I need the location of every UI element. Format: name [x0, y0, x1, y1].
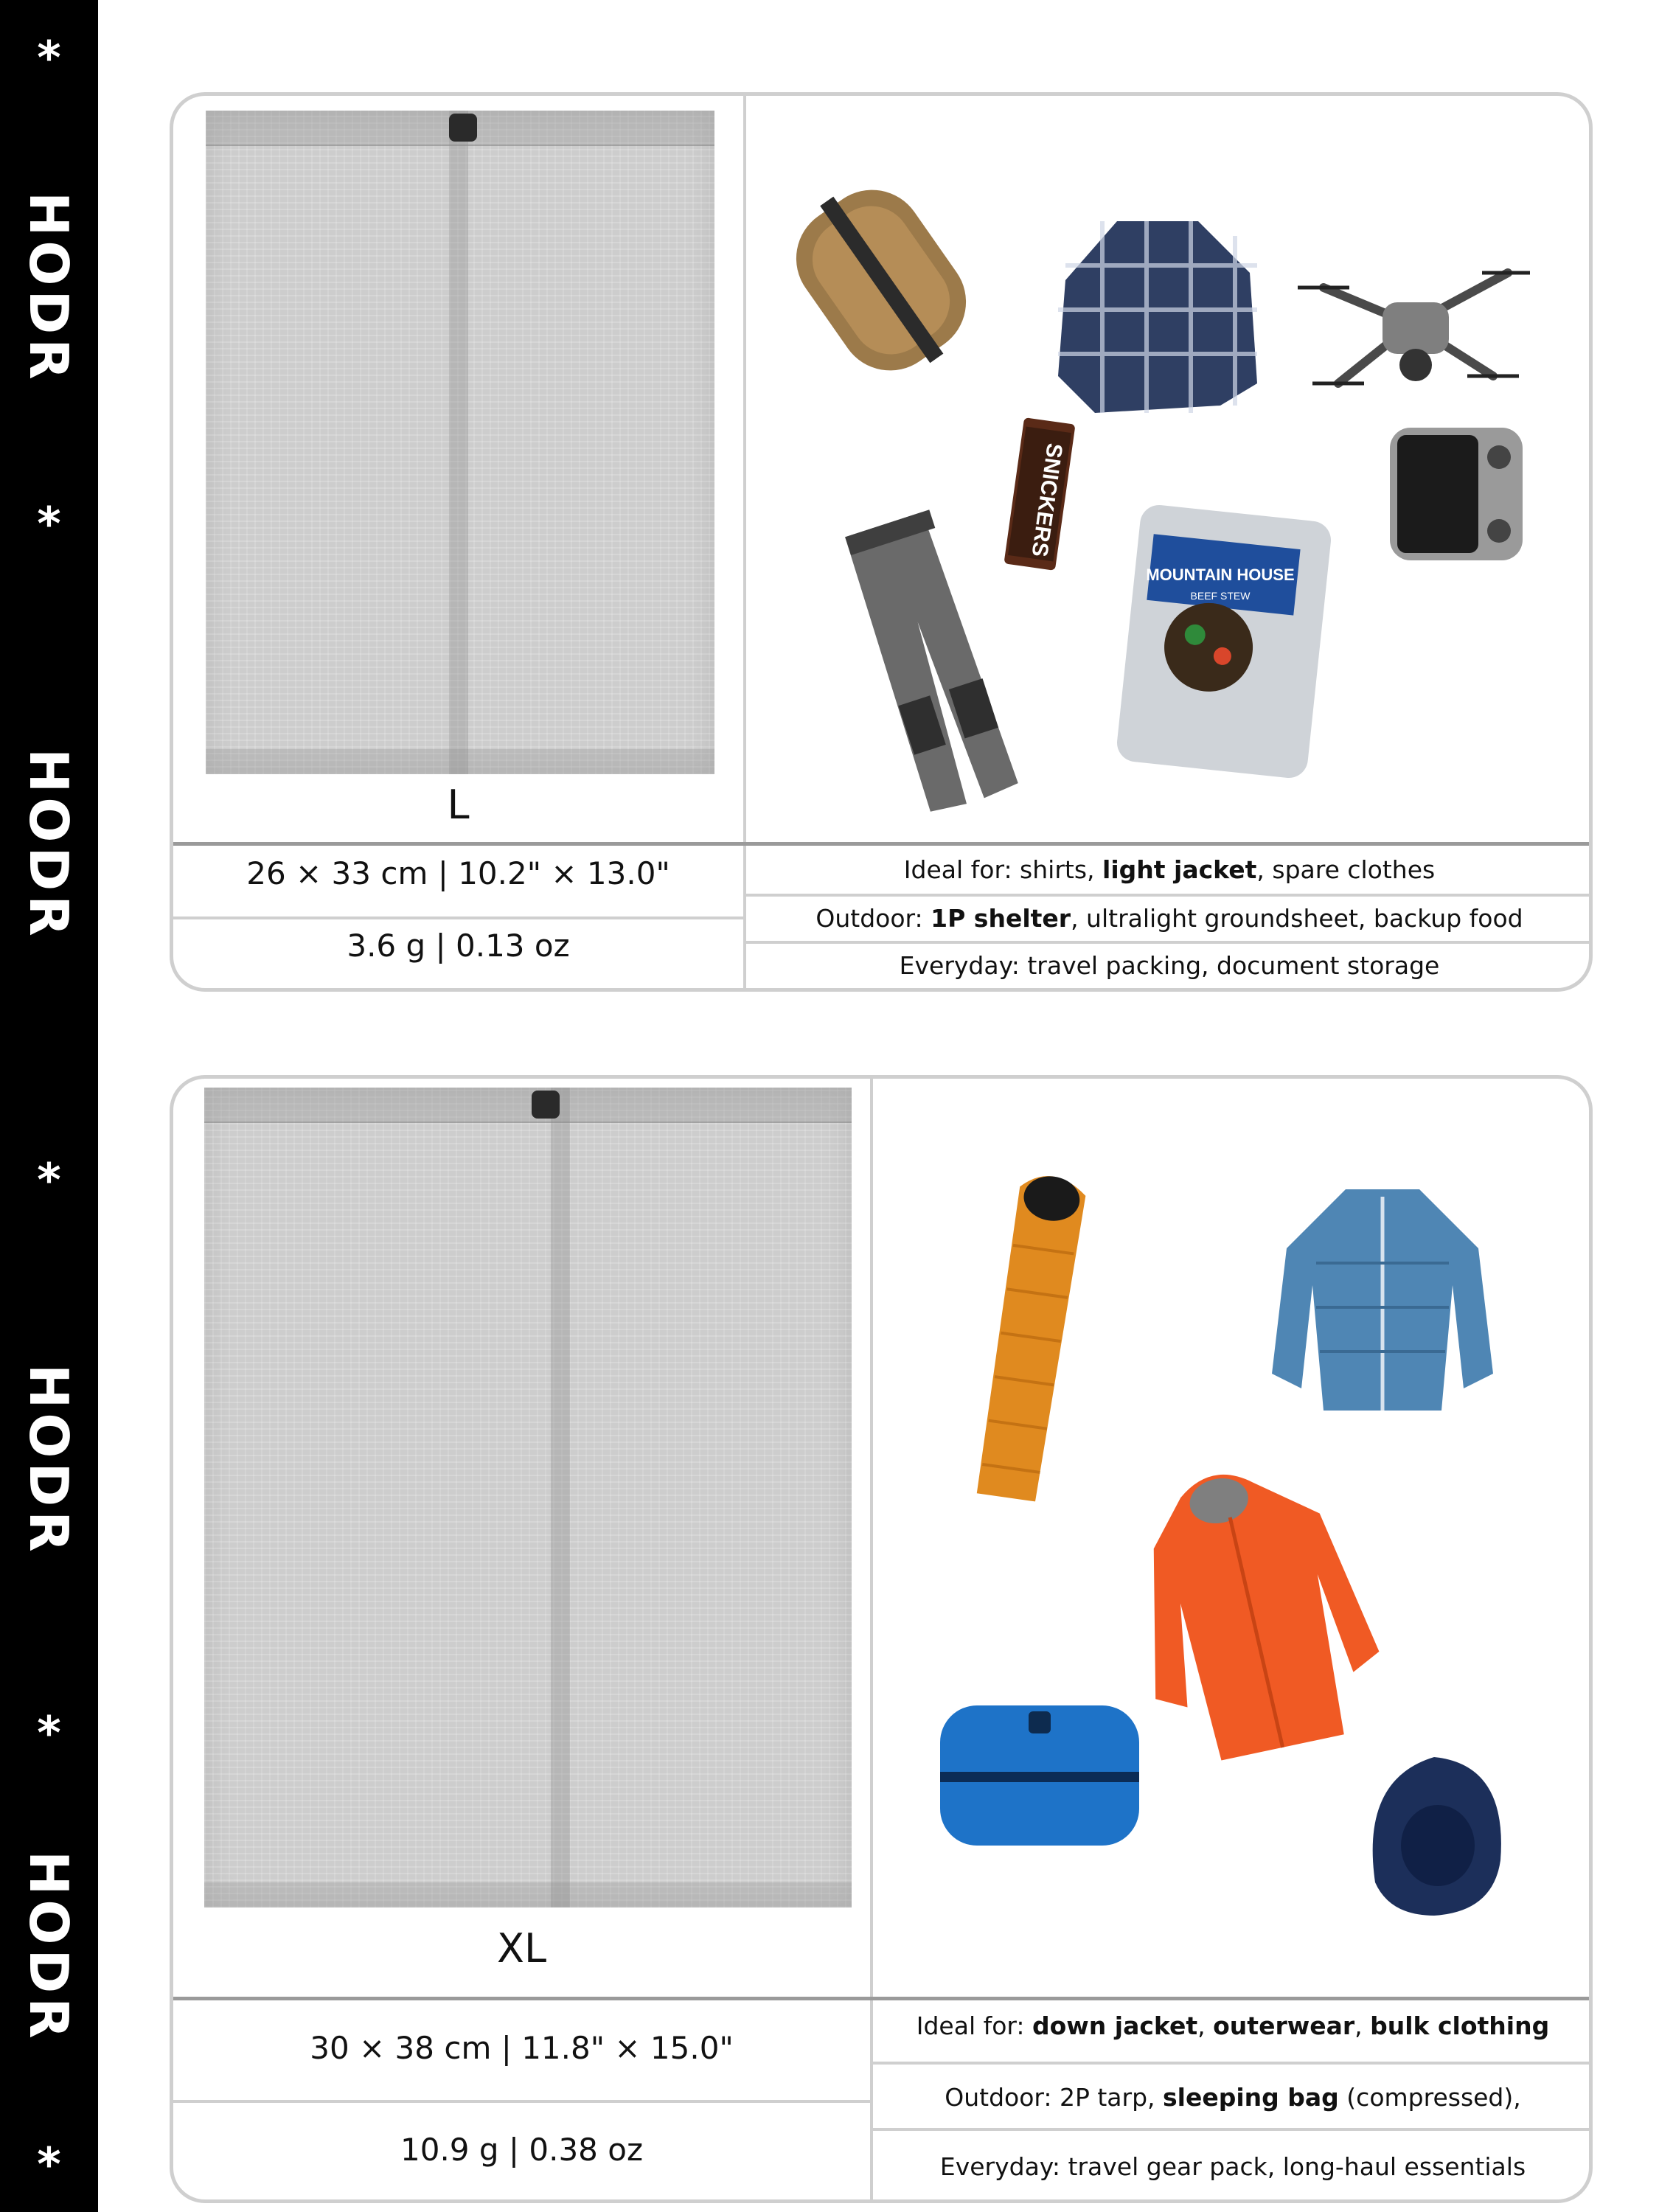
everyday-uses: Everyday: travel packing, document storage	[899, 951, 1440, 980]
size-card-xl	[170, 1075, 1593, 2203]
everyday-uses: Everyday: travel gear pack, long-haul essentials	[939, 2152, 1526, 2181]
stuff-sack-image	[771, 162, 992, 398]
brand-logo: HODR	[18, 1851, 80, 2043]
brand-logo: HODR	[18, 192, 80, 384]
asterisk: *	[37, 2138, 61, 2191]
pouch-flavor: BEEF STEW	[1190, 590, 1251, 602]
ideal-for: Ideal for: down jacket, outerwear, bulk clothing	[916, 2011, 1550, 2040]
compressed-bag-image	[933, 1691, 1147, 1860]
brand-logo: HODR	[18, 1364, 80, 1557]
weight: 3.6 g | 0.13 oz	[347, 928, 570, 964]
size-card-l	[170, 92, 1593, 992]
remote-controller-image	[1382, 413, 1530, 568]
brand-strip	[0, 0, 98, 2212]
drone-image	[1294, 243, 1530, 413]
hiking-pants-image	[822, 509, 1043, 818]
food-pouch-image	[1113, 498, 1335, 785]
asterisk: *	[37, 1706, 61, 1760]
size-label: L	[447, 782, 470, 828]
down-hood-image	[1346, 1735, 1523, 1927]
rain-jacket-image	[1117, 1455, 1397, 1764]
dimensions: 26 × 33 cm | 10.2" × 13.0"	[246, 855, 670, 891]
down-jacket-image	[1265, 1175, 1500, 1425]
size-label: XL	[496, 1925, 547, 1972]
asterisk: *	[37, 1153, 61, 1207]
dimensions: 30 × 38 cm | 11.8" × 15.0"	[310, 2030, 734, 2066]
weight: 10.9 g | 0.38 oz	[400, 2132, 643, 2168]
asterisk: *	[37, 497, 61, 551]
brand-logo: HODR	[18, 748, 80, 941]
flannel-shirt-image	[1036, 192, 1279, 428]
candy-bar-label: SNICKERS	[1026, 442, 1067, 559]
outdoor-uses: Outdoor: 1P shelter, ultralight groundsheet, backup food	[815, 904, 1523, 933]
outdoor-uses: Outdoor: 2P tarp, sleeping bag (compressed),	[945, 2083, 1521, 2112]
bag-image-xl	[204, 1088, 852, 1907]
ideal-for: Ideal for: shirts, light jacket, spare clothes	[903, 855, 1436, 884]
bag-image-l	[206, 111, 714, 774]
asterisk: *	[37, 31, 61, 85]
sleeping-bag-image	[955, 1160, 1102, 1514]
pouch-brand: MOUNTAIN HOUSE	[1146, 566, 1295, 584]
